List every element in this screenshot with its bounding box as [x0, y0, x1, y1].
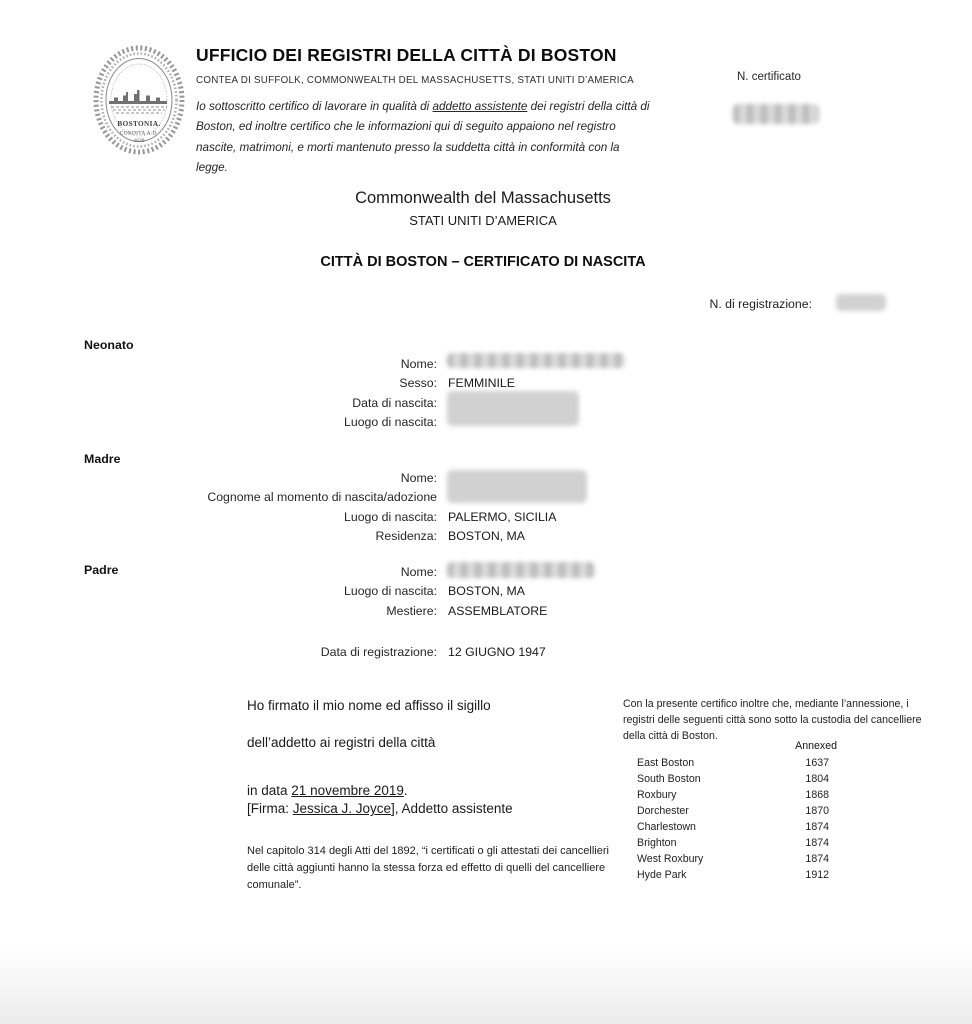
field-row-data-registrazione — [84, 643, 546, 662]
annex-city: West Roxbury — [637, 853, 704, 865]
neonato-birth-redacted — [447, 391, 579, 426]
attestation-line-3 — [247, 783, 408, 798]
annexation-intro: Con la presente certifico inoltre che, mediante l’annessione, i registri delle seguenti città sono sotto la custodia del cancelliere della città di Boston. — [623, 698, 922, 742]
annex-city: Hyde Park — [637, 869, 687, 881]
annex-year: 1637 — [805, 757, 829, 769]
field-label: Data di nascita: — [352, 395, 437, 410]
page-bottom-shadow — [0, 946, 972, 1024]
field-value: 12 GIUGNO 1947 — [448, 645, 546, 659]
oath-text-pre: Io sottoscritto certifico di lavorare in qualità di — [196, 100, 433, 113]
registration-number-redacted — [836, 294, 886, 311]
heading-certificate: CITTÀ DI BOSTON – CERTIFICATO DI NASCITA — [320, 254, 646, 270]
field-label: Residenza: — [375, 528, 437, 543]
annex-city: Dorchester — [637, 805, 689, 817]
section-label-padre: Padre — [84, 563, 119, 577]
heading-country: STATI UNITI D’AMERICA — [409, 213, 557, 228]
section-label-madre: Madre — [84, 452, 121, 466]
section-label-neonato: Neonato — [84, 338, 134, 352]
attestation-line-2: dell’addetto ai registri della città — [247, 735, 436, 750]
seal-skyline — [109, 90, 167, 104]
annex-year: 1870 — [805, 805, 829, 817]
attestation-signature-pre: [Firma: — [247, 801, 293, 816]
annex-year: 1874 — [805, 837, 829, 849]
field-label: Nome: — [400, 357, 437, 371]
certificate-number-label: N. certificato — [737, 71, 801, 83]
field-label: Data di registrazione: — [320, 645, 437, 659]
attestation-signature-name: Jessica J. Joyce — [292, 801, 392, 816]
seal-text-bostonia: BOSTONIA. — [117, 120, 161, 128]
annexation-row — [637, 867, 837, 883]
seal-text-1630: 1630 — [133, 138, 145, 144]
annexation-table — [637, 738, 837, 883]
annex-year: 1912 — [805, 869, 829, 881]
annexation-row — [637, 771, 837, 787]
oath-text-underlined: addetto assistente — [432, 100, 528, 113]
field-label: Nome: — [400, 565, 437, 579]
annexation-row — [637, 803, 837, 819]
field-value: FEMMINILE — [448, 376, 515, 391]
legal-note: Nel capitolo 314 degli Atti del 1892, “i certificati o gli attestati dei cancellieri delle città aggiunti hanno la stessa forza ed effetto di quelli del cancelliere comunale”. — [247, 845, 609, 891]
boston-city-seal — [93, 45, 185, 155]
field-label: Sesso: — [399, 376, 437, 391]
field-row-padre-mestiere — [84, 602, 547, 621]
annex-city: East Boston — [637, 757, 695, 769]
field-value: BOSTON, MA — [448, 584, 525, 599]
attestation-line-4 — [247, 801, 513, 816]
field-row-madre-luogo-nascita — [84, 508, 556, 527]
attestation-line-1: Ho firmato il mio nome ed affisso il sigillo — [247, 698, 491, 713]
seal-water-lines — [111, 107, 167, 113]
registration-number-label: N. di registrazione: — [709, 297, 812, 311]
field-label: Nome: — [400, 471, 437, 485]
seal-text-condita: CONDITA A.D. — [119, 130, 159, 137]
annex-city: Charlestown — [637, 821, 696, 833]
field-label: Luogo di nascita: — [344, 414, 437, 429]
annexation-row — [637, 819, 837, 835]
annexation-row — [637, 787, 837, 803]
field-label: Cognome al momento di nascita/adozione — [207, 490, 437, 505]
annexation-row — [637, 835, 837, 851]
office-title: UFFICIO DEI REGISTRI DELLA CITTÀ DI BOSTON — [196, 45, 617, 65]
annex-year: 1804 — [805, 773, 829, 785]
field-value: ASSEMBLATORE — [448, 603, 548, 618]
clerk-oath-paragraph — [196, 97, 654, 178]
oath-text-post: dei registri della città di Boston, ed inoltre certifico che le informazioni qui di seguito appaiono nel registro nascite, matrimoni, e morti mantenuto presso la suddetta città in conformità con la legge. — [196, 100, 650, 174]
field-label: Mestiere: — [386, 603, 437, 618]
annex-year: 1874 — [805, 853, 829, 865]
annex-year: 1874 — [805, 821, 829, 833]
certificate-number-redacted — [733, 104, 819, 124]
annexation-row — [637, 755, 837, 771]
field-row-madre-residenza — [84, 527, 556, 546]
field-label: Luogo di nascita: — [344, 509, 437, 524]
field-label: Luogo di nascita: — [344, 584, 437, 599]
annex-year: 1868 — [805, 789, 829, 801]
padre-nome-redacted — [447, 562, 595, 578]
attestation-date: 21 novembre 2019 — [291, 783, 404, 798]
annex-city: Brighton — [637, 837, 677, 849]
heading-commonwealth: Commonwealth del Massachusetts — [355, 189, 611, 207]
field-row-padre-luogo-nascita — [84, 582, 547, 601]
annexation-row — [637, 851, 837, 867]
attestation-date-post: . — [403, 783, 408, 798]
field-value: PALERMO, SICILIA — [448, 509, 557, 524]
annexation-column-header: Annexed — [795, 740, 837, 752]
field-value: BOSTON, MA — [448, 528, 525, 543]
annex-city: South Boston — [637, 773, 701, 785]
madre-nome-redacted — [447, 470, 587, 503]
attestation-signature-post: ], Addetto assistente — [391, 801, 513, 816]
attestation-date-pre: in data — [247, 783, 292, 798]
office-subtitle: CONTEA DI SUFFOLK, COMMONWEALTH DEL MASSACHUSETTS, STATI UNITI D’AMERICA — [196, 75, 634, 86]
annex-city: Roxbury — [637, 789, 677, 801]
neonato-nome-redacted — [447, 353, 625, 368]
